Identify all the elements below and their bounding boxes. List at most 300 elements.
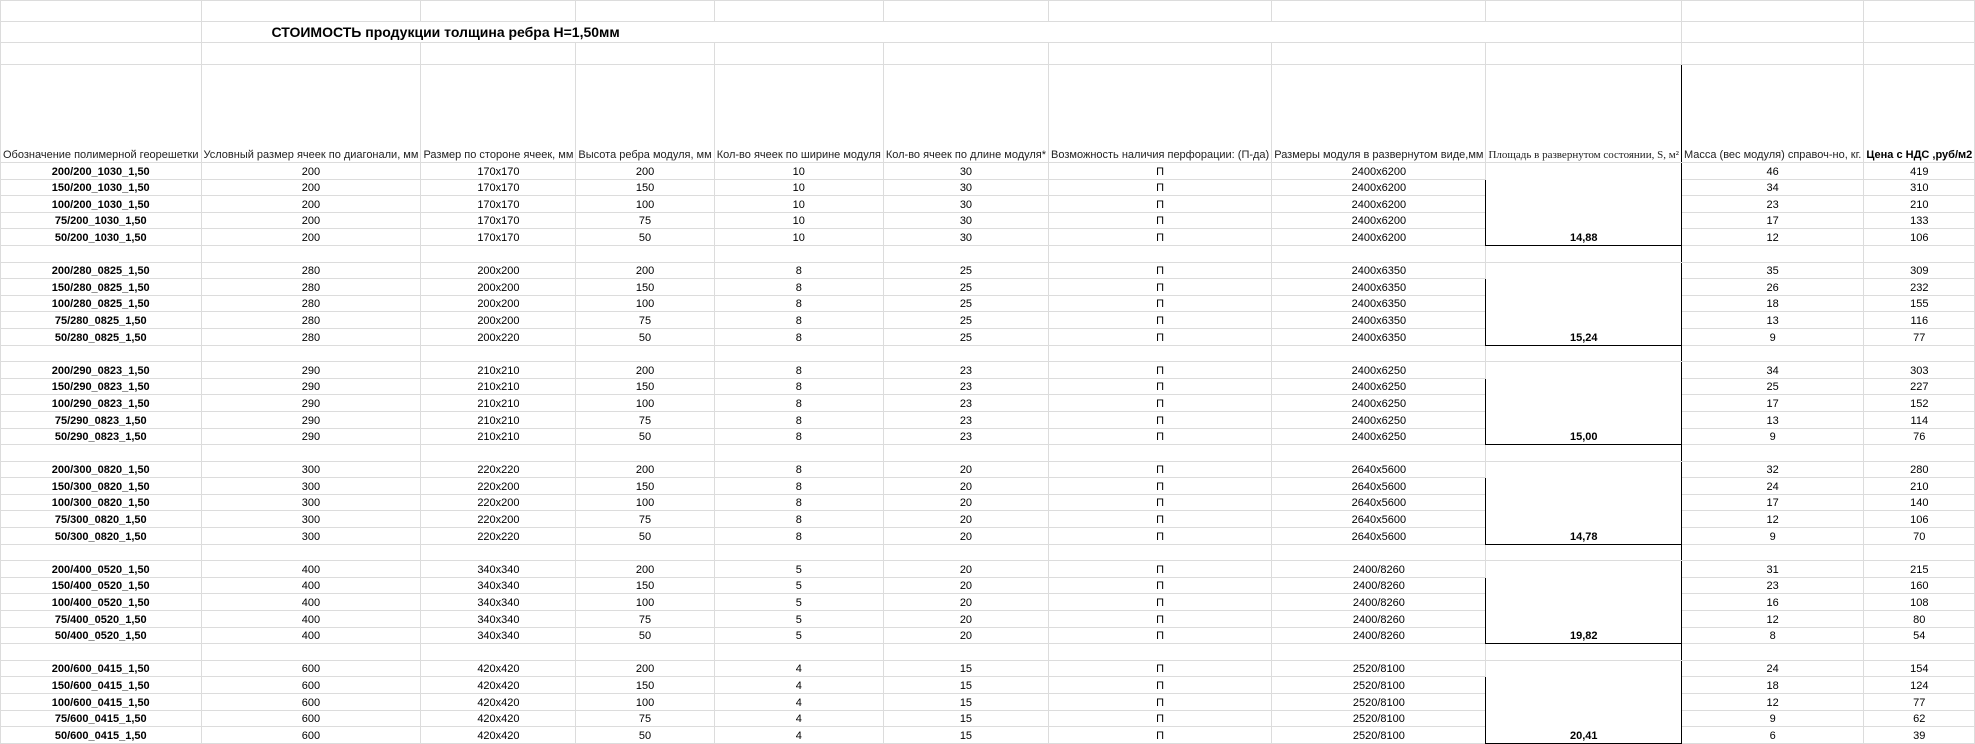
price-cell[interactable]: 133 — [1864, 212, 1975, 229]
price-cell[interactable]: 152 — [1864, 395, 1975, 412]
header-perforation[interactable]: Возможность наличия перфорации: (П-да) — [1049, 65, 1272, 163]
diag-cell[interactable]: 290 — [201, 362, 421, 379]
area-cell[interactable]: 14,78 — [1486, 461, 1681, 544]
cell[interactable] — [1486, 445, 1681, 462]
cell[interactable] — [1681, 245, 1863, 262]
module-size-cell[interactable]: 2400х6250 — [1272, 395, 1486, 412]
price-cell[interactable]: 155 — [1864, 295, 1975, 312]
price-cell[interactable]: 77 — [1864, 694, 1975, 711]
perforation-cell[interactable]: П — [1049, 312, 1272, 329]
cell[interactable] — [201, 245, 421, 262]
side-cell[interactable]: 210х210 — [421, 362, 576, 379]
diag-cell[interactable]: 600 — [201, 660, 421, 677]
perforation-cell[interactable]: П — [1049, 229, 1272, 246]
perforation-cell[interactable]: П — [1049, 179, 1272, 196]
cell[interactable] — [883, 445, 1048, 462]
module-size-cell[interactable]: 2400х6250 — [1272, 378, 1486, 395]
cell[interactable] — [1681, 1, 1863, 22]
area-cell[interactable]: 19,82 — [1486, 561, 1681, 644]
length-cells-cell[interactable]: 23 — [883, 362, 1048, 379]
cell[interactable] — [421, 245, 576, 262]
perforation-cell[interactable]: П — [1049, 594, 1272, 611]
height-cell[interactable]: 75 — [576, 312, 714, 329]
length-cells-cell[interactable]: 30 — [883, 229, 1048, 246]
height-cell[interactable]: 50 — [576, 727, 714, 744]
length-cells-cell[interactable]: 25 — [883, 312, 1048, 329]
module-size-cell[interactable]: 2520/8100 — [1272, 694, 1486, 711]
diag-cell[interactable]: 200 — [201, 163, 421, 180]
mass-cell[interactable]: 9 — [1681, 528, 1863, 545]
cell[interactable] — [1272, 445, 1486, 462]
module-size-cell[interactable]: 2640х5600 — [1272, 511, 1486, 528]
name-cell[interactable]: 50/290_0823_1,50 — [1, 428, 202, 445]
price-cell[interactable]: 419 — [1864, 163, 1975, 180]
cell[interactable] — [1272, 544, 1486, 561]
cell[interactable] — [1864, 43, 1975, 65]
diag-cell[interactable]: 290 — [201, 378, 421, 395]
cell[interactable] — [1864, 644, 1975, 661]
perforation-cell[interactable]: П — [1049, 727, 1272, 744]
name-cell[interactable]: 50/200_1030_1,50 — [1, 229, 202, 246]
header-width-cells[interactable]: Кол-во ячеек по ширине модуля — [714, 65, 883, 163]
header-diag[interactable]: Условный размер ячеек по диагонали, мм — [201, 65, 421, 163]
cell[interactable] — [1, 245, 202, 262]
price-cell[interactable]: 140 — [1864, 494, 1975, 511]
cell[interactable] — [1, 445, 202, 462]
header-side[interactable]: Размер по стороне ячеек, мм — [421, 65, 576, 163]
height-cell[interactable]: 100 — [576, 494, 714, 511]
height-cell[interactable]: 100 — [576, 395, 714, 412]
length-cells-cell[interactable]: 15 — [883, 677, 1048, 694]
side-cell[interactable]: 420х420 — [421, 677, 576, 694]
cell[interactable] — [1486, 345, 1681, 362]
height-cell[interactable]: 150 — [576, 179, 714, 196]
height-cell[interactable]: 150 — [576, 478, 714, 495]
side-cell[interactable]: 420х420 — [421, 660, 576, 677]
cell[interactable] — [201, 644, 421, 661]
header-mass[interactable]: Масса (вес модуля) справоч-но, кг. — [1681, 65, 1863, 163]
area-cell[interactable]: 15,00 — [1486, 362, 1681, 445]
width-cells-cell[interactable]: 8 — [714, 478, 883, 495]
diag-cell[interactable]: 200 — [201, 196, 421, 213]
diag-cell[interactable]: 290 — [201, 428, 421, 445]
price-cell[interactable]: 227 — [1864, 378, 1975, 395]
length-cells-cell[interactable]: 20 — [883, 528, 1048, 545]
width-cells-cell[interactable]: 8 — [714, 528, 883, 545]
diag-cell[interactable]: 280 — [201, 328, 421, 345]
price-cell[interactable]: 210 — [1864, 196, 1975, 213]
header-name[interactable]: Обозначение полимерной георешетки — [1, 65, 202, 163]
cell[interactable] — [1681, 43, 1863, 65]
module-size-cell[interactable]: 2400х6250 — [1272, 428, 1486, 445]
name-cell[interactable]: 200/200_1030_1,50 — [1, 163, 202, 180]
height-cell[interactable]: 75 — [576, 611, 714, 628]
perforation-cell[interactable]: П — [1049, 328, 1272, 345]
name-cell[interactable]: 75/600_0415_1,50 — [1, 710, 202, 727]
height-cell[interactable]: 200 — [576, 362, 714, 379]
mass-cell[interactable]: 25 — [1681, 378, 1863, 395]
perforation-cell[interactable]: П — [1049, 262, 1272, 279]
mass-cell[interactable]: 8 — [1681, 627, 1863, 644]
perforation-cell[interactable]: П — [1049, 528, 1272, 545]
cell[interactable] — [576, 1, 714, 22]
price-cell[interactable]: 114 — [1864, 411, 1975, 428]
name-cell[interactable]: 75/300_0820_1,50 — [1, 511, 202, 528]
price-cell[interactable]: 108 — [1864, 594, 1975, 611]
length-cells-cell[interactable]: 23 — [883, 411, 1048, 428]
mass-cell[interactable]: 23 — [1681, 196, 1863, 213]
module-size-cell[interactable]: 2400х6350 — [1272, 295, 1486, 312]
cell[interactable] — [1864, 1, 1975, 22]
width-cells-cell[interactable]: 8 — [714, 262, 883, 279]
cell[interactable] — [1486, 43, 1681, 65]
diag-cell[interactable]: 400 — [201, 627, 421, 644]
length-cells-cell[interactable]: 15 — [883, 727, 1048, 744]
page-title[interactable]: СТОИМОСТЬ продукции толщина ребра H=1,50мм — [201, 22, 1681, 43]
module-size-cell[interactable]: 2400х6250 — [1272, 411, 1486, 428]
cell[interactable] — [1049, 544, 1272, 561]
mass-cell[interactable]: 24 — [1681, 478, 1863, 495]
cell[interactable] — [421, 345, 576, 362]
side-cell[interactable]: 200х200 — [421, 295, 576, 312]
side-cell[interactable]: 420х420 — [421, 694, 576, 711]
name-cell[interactable]: 50/300_0820_1,50 — [1, 528, 202, 545]
module-size-cell[interactable]: 2400х6350 — [1272, 279, 1486, 296]
side-cell[interactable]: 420х420 — [421, 727, 576, 744]
price-cell[interactable]: 210 — [1864, 478, 1975, 495]
cell[interactable] — [201, 345, 421, 362]
name-cell[interactable]: 50/400_0520_1,50 — [1, 627, 202, 644]
name-cell[interactable]: 100/280_0825_1,50 — [1, 295, 202, 312]
length-cells-cell[interactable]: 25 — [883, 328, 1048, 345]
side-cell[interactable]: 170х170 — [421, 212, 576, 229]
name-cell[interactable]: 200/300_0820_1,50 — [1, 461, 202, 478]
height-cell[interactable]: 100 — [576, 594, 714, 611]
side-cell[interactable]: 220х220 — [421, 528, 576, 545]
length-cells-cell[interactable]: 20 — [883, 561, 1048, 578]
width-cells-cell[interactable]: 8 — [714, 279, 883, 296]
mass-cell[interactable]: 9 — [1681, 328, 1863, 345]
perforation-cell[interactable]: П — [1049, 627, 1272, 644]
diag-cell[interactable]: 300 — [201, 511, 421, 528]
cell[interactable] — [576, 43, 714, 65]
width-cells-cell[interactable]: 5 — [714, 594, 883, 611]
mass-cell[interactable]: 31 — [1681, 561, 1863, 578]
width-cells-cell[interactable]: 5 — [714, 561, 883, 578]
cell[interactable] — [576, 245, 714, 262]
name-cell[interactable]: 100/200_1030_1,50 — [1, 196, 202, 213]
cell[interactable] — [1049, 345, 1272, 362]
diag-cell[interactable]: 600 — [201, 677, 421, 694]
cell[interactable] — [883, 43, 1048, 65]
price-cell[interactable]: 154 — [1864, 660, 1975, 677]
cell[interactable] — [1049, 1, 1272, 22]
mass-cell[interactable]: 9 — [1681, 710, 1863, 727]
height-cell[interactable]: 200 — [576, 561, 714, 578]
area-cell[interactable]: 15,24 — [1486, 262, 1681, 345]
length-cells-cell[interactable]: 20 — [883, 594, 1048, 611]
mass-cell[interactable]: 9 — [1681, 428, 1863, 445]
length-cells-cell[interactable]: 20 — [883, 511, 1048, 528]
price-cell[interactable]: 124 — [1864, 677, 1975, 694]
module-size-cell[interactable]: 2400х6350 — [1272, 262, 1486, 279]
height-cell[interactable]: 75 — [576, 411, 714, 428]
perforation-cell[interactable]: П — [1049, 694, 1272, 711]
side-cell[interactable]: 170х170 — [421, 179, 576, 196]
name-cell[interactable]: 75/200_1030_1,50 — [1, 212, 202, 229]
module-size-cell[interactable]: 2400х6250 — [1272, 362, 1486, 379]
diag-cell[interactable]: 280 — [201, 312, 421, 329]
mass-cell[interactable]: 24 — [1681, 660, 1863, 677]
diag-cell[interactable]: 400 — [201, 611, 421, 628]
width-cells-cell[interactable]: 8 — [714, 411, 883, 428]
diag-cell[interactable]: 400 — [201, 594, 421, 611]
width-cells-cell[interactable]: 10 — [714, 196, 883, 213]
area-cell[interactable]: 14,88 — [1486, 163, 1681, 246]
length-cells-cell[interactable]: 20 — [883, 478, 1048, 495]
cell[interactable] — [883, 245, 1048, 262]
perforation-cell[interactable]: П — [1049, 378, 1272, 395]
header-price[interactable]: Цена с НДС ,руб/м2 — [1864, 65, 1975, 163]
cell[interactable] — [1272, 1, 1486, 22]
diag-cell[interactable]: 600 — [201, 694, 421, 711]
cell[interactable] — [1681, 445, 1863, 462]
price-cell[interactable]: 54 — [1864, 627, 1975, 644]
height-cell[interactable]: 50 — [576, 428, 714, 445]
side-cell[interactable]: 340х340 — [421, 577, 576, 594]
cell[interactable] — [1, 43, 202, 65]
module-size-cell[interactable]: 2400/8260 — [1272, 611, 1486, 628]
width-cells-cell[interactable]: 8 — [714, 461, 883, 478]
diag-cell[interactable]: 200 — [201, 229, 421, 246]
module-size-cell[interactable]: 2520/8100 — [1272, 727, 1486, 744]
cell[interactable] — [1272, 644, 1486, 661]
name-cell[interactable]: 200/600_0415_1,50 — [1, 660, 202, 677]
mass-cell[interactable]: 26 — [1681, 279, 1863, 296]
perforation-cell[interactable]: П — [1049, 362, 1272, 379]
price-cell[interactable]: 280 — [1864, 461, 1975, 478]
cell[interactable] — [1864, 445, 1975, 462]
mass-cell[interactable]: 34 — [1681, 362, 1863, 379]
cell[interactable] — [1049, 445, 1272, 462]
length-cells-cell[interactable]: 25 — [883, 295, 1048, 312]
side-cell[interactable]: 210х210 — [421, 411, 576, 428]
diag-cell[interactable]: 200 — [201, 179, 421, 196]
cell[interactable] — [1, 345, 202, 362]
cell[interactable] — [201, 1, 421, 22]
height-cell[interactable]: 150 — [576, 279, 714, 296]
diag-cell[interactable]: 300 — [201, 461, 421, 478]
name-cell[interactable]: 75/290_0823_1,50 — [1, 411, 202, 428]
cell[interactable] — [1486, 644, 1681, 661]
diag-cell[interactable]: 300 — [201, 478, 421, 495]
price-cell[interactable]: 106 — [1864, 229, 1975, 246]
side-cell[interactable]: 220х200 — [421, 494, 576, 511]
mass-cell[interactable]: 13 — [1681, 312, 1863, 329]
module-size-cell[interactable]: 2520/8100 — [1272, 710, 1486, 727]
cell[interactable] — [1272, 43, 1486, 65]
width-cells-cell[interactable]: 4 — [714, 727, 883, 744]
side-cell[interactable]: 170х170 — [421, 163, 576, 180]
cell[interactable] — [883, 544, 1048, 561]
cell[interactable] — [1864, 345, 1975, 362]
name-cell[interactable]: 150/280_0825_1,50 — [1, 279, 202, 296]
length-cells-cell[interactable]: 20 — [883, 494, 1048, 511]
module-size-cell[interactable]: 2640х5600 — [1272, 478, 1486, 495]
perforation-cell[interactable]: П — [1049, 478, 1272, 495]
price-cell[interactable]: 80 — [1864, 611, 1975, 628]
length-cells-cell[interactable]: 15 — [883, 710, 1048, 727]
cell[interactable] — [1864, 22, 1975, 43]
diag-cell[interactable]: 280 — [201, 295, 421, 312]
height-cell[interactable]: 150 — [576, 378, 714, 395]
side-cell[interactable]: 210х210 — [421, 428, 576, 445]
price-cell[interactable]: 160 — [1864, 577, 1975, 594]
mass-cell[interactable]: 6 — [1681, 727, 1863, 744]
width-cells-cell[interactable]: 4 — [714, 694, 883, 711]
cell[interactable] — [714, 644, 883, 661]
price-cell[interactable]: 215 — [1864, 561, 1975, 578]
height-cell[interactable]: 75 — [576, 511, 714, 528]
side-cell[interactable]: 220х220 — [421, 461, 576, 478]
module-size-cell[interactable]: 2640х5600 — [1272, 461, 1486, 478]
module-size-cell[interactable]: 2400/8260 — [1272, 594, 1486, 611]
cell[interactable] — [1681, 22, 1863, 43]
module-size-cell[interactable]: 2400х6200 — [1272, 179, 1486, 196]
name-cell[interactable]: 50/600_0415_1,50 — [1, 727, 202, 744]
mass-cell[interactable]: 12 — [1681, 511, 1863, 528]
width-cells-cell[interactable]: 8 — [714, 362, 883, 379]
cell[interactable] — [1049, 644, 1272, 661]
cell[interactable] — [1, 22, 202, 43]
width-cells-cell[interactable]: 8 — [714, 395, 883, 412]
price-cell[interactable]: 70 — [1864, 528, 1975, 545]
length-cells-cell[interactable]: 20 — [883, 577, 1048, 594]
length-cells-cell[interactable]: 20 — [883, 627, 1048, 644]
cell[interactable] — [1681, 345, 1863, 362]
name-cell[interactable]: 200/290_0823_1,50 — [1, 362, 202, 379]
cell[interactable] — [1486, 245, 1681, 262]
price-cell[interactable]: 303 — [1864, 362, 1975, 379]
height-cell[interactable]: 200 — [576, 461, 714, 478]
diag-cell[interactable]: 600 — [201, 710, 421, 727]
height-cell[interactable]: 100 — [576, 196, 714, 213]
cell[interactable] — [714, 1, 883, 22]
perforation-cell[interactable]: П — [1049, 611, 1272, 628]
diag-cell[interactable]: 600 — [201, 727, 421, 744]
cell[interactable] — [1272, 245, 1486, 262]
cell[interactable] — [421, 43, 576, 65]
height-cell[interactable]: 150 — [576, 577, 714, 594]
mass-cell[interactable]: 34 — [1681, 179, 1863, 196]
width-cells-cell[interactable]: 5 — [714, 627, 883, 644]
diag-cell[interactable]: 200 — [201, 212, 421, 229]
mass-cell[interactable]: 32 — [1681, 461, 1863, 478]
cell[interactable] — [421, 445, 576, 462]
height-cell[interactable]: 100 — [576, 694, 714, 711]
perforation-cell[interactable]: П — [1049, 461, 1272, 478]
height-cell[interactable]: 100 — [576, 295, 714, 312]
name-cell[interactable]: 150/300_0820_1,50 — [1, 478, 202, 495]
width-cells-cell[interactable]: 10 — [714, 179, 883, 196]
cell[interactable] — [1681, 644, 1863, 661]
width-cells-cell[interactable]: 8 — [714, 295, 883, 312]
diag-cell[interactable]: 280 — [201, 279, 421, 296]
perforation-cell[interactable]: П — [1049, 196, 1272, 213]
cell[interactable] — [1681, 544, 1863, 561]
perforation-cell[interactable]: П — [1049, 577, 1272, 594]
height-cell[interactable]: 50 — [576, 528, 714, 545]
module-size-cell[interactable]: 2520/8100 — [1272, 677, 1486, 694]
name-cell[interactable]: 100/300_0820_1,50 — [1, 494, 202, 511]
length-cells-cell[interactable]: 25 — [883, 279, 1048, 296]
name-cell[interactable]: 100/400_0520_1,50 — [1, 594, 202, 611]
width-cells-cell[interactable]: 4 — [714, 660, 883, 677]
perforation-cell[interactable]: П — [1049, 279, 1272, 296]
cell[interactable] — [576, 544, 714, 561]
cell[interactable] — [1486, 544, 1681, 561]
price-cell[interactable]: 76 — [1864, 428, 1975, 445]
module-size-cell[interactable]: 2400х6350 — [1272, 328, 1486, 345]
diag-cell[interactable]: 290 — [201, 395, 421, 412]
cell[interactable] — [1049, 43, 1272, 65]
mass-cell[interactable]: 17 — [1681, 212, 1863, 229]
cell[interactable] — [714, 245, 883, 262]
price-cell[interactable]: 309 — [1864, 262, 1975, 279]
module-size-cell[interactable]: 2400х6200 — [1272, 212, 1486, 229]
side-cell[interactable]: 200х220 — [421, 328, 576, 345]
width-cells-cell[interactable]: 5 — [714, 577, 883, 594]
cell[interactable] — [576, 445, 714, 462]
side-cell[interactable]: 420х420 — [421, 710, 576, 727]
mass-cell[interactable]: 12 — [1681, 611, 1863, 628]
mass-cell[interactable]: 18 — [1681, 295, 1863, 312]
length-cells-cell[interactable]: 15 — [883, 660, 1048, 677]
price-cell[interactable]: 106 — [1864, 511, 1975, 528]
price-cell[interactable]: 77 — [1864, 328, 1975, 345]
perforation-cell[interactable]: П — [1049, 411, 1272, 428]
height-cell[interactable]: 150 — [576, 677, 714, 694]
height-cell[interactable]: 200 — [576, 262, 714, 279]
module-size-cell[interactable]: 2400/8260 — [1272, 561, 1486, 578]
module-size-cell[interactable]: 2640х5600 — [1272, 494, 1486, 511]
cell[interactable] — [1, 1, 202, 22]
side-cell[interactable]: 210х210 — [421, 378, 576, 395]
height-cell[interactable]: 75 — [576, 710, 714, 727]
length-cells-cell[interactable]: 30 — [883, 179, 1048, 196]
perforation-cell[interactable]: П — [1049, 295, 1272, 312]
name-cell[interactable]: 75/280_0825_1,50 — [1, 312, 202, 329]
length-cells-cell[interactable]: 20 — [883, 611, 1048, 628]
width-cells-cell[interactable]: 8 — [714, 511, 883, 528]
cell[interactable] — [1864, 245, 1975, 262]
side-cell[interactable]: 340х340 — [421, 561, 576, 578]
name-cell[interactable]: 75/400_0520_1,50 — [1, 611, 202, 628]
width-cells-cell[interactable]: 8 — [714, 378, 883, 395]
cell[interactable] — [714, 43, 883, 65]
length-cells-cell[interactable]: 30 — [883, 196, 1048, 213]
width-cells-cell[interactable]: 4 — [714, 710, 883, 727]
height-cell[interactable]: 50 — [576, 328, 714, 345]
mass-cell[interactable]: 12 — [1681, 229, 1863, 246]
mass-cell[interactable]: 13 — [1681, 411, 1863, 428]
cell[interactable] — [201, 544, 421, 561]
mass-cell[interactable]: 17 — [1681, 494, 1863, 511]
cell[interactable] — [714, 445, 883, 462]
width-cells-cell[interactable]: 10 — [714, 229, 883, 246]
header-module-size[interactable]: Размеры модуля в развернутом виде,мм — [1272, 65, 1486, 163]
width-cells-cell[interactable]: 10 — [714, 212, 883, 229]
